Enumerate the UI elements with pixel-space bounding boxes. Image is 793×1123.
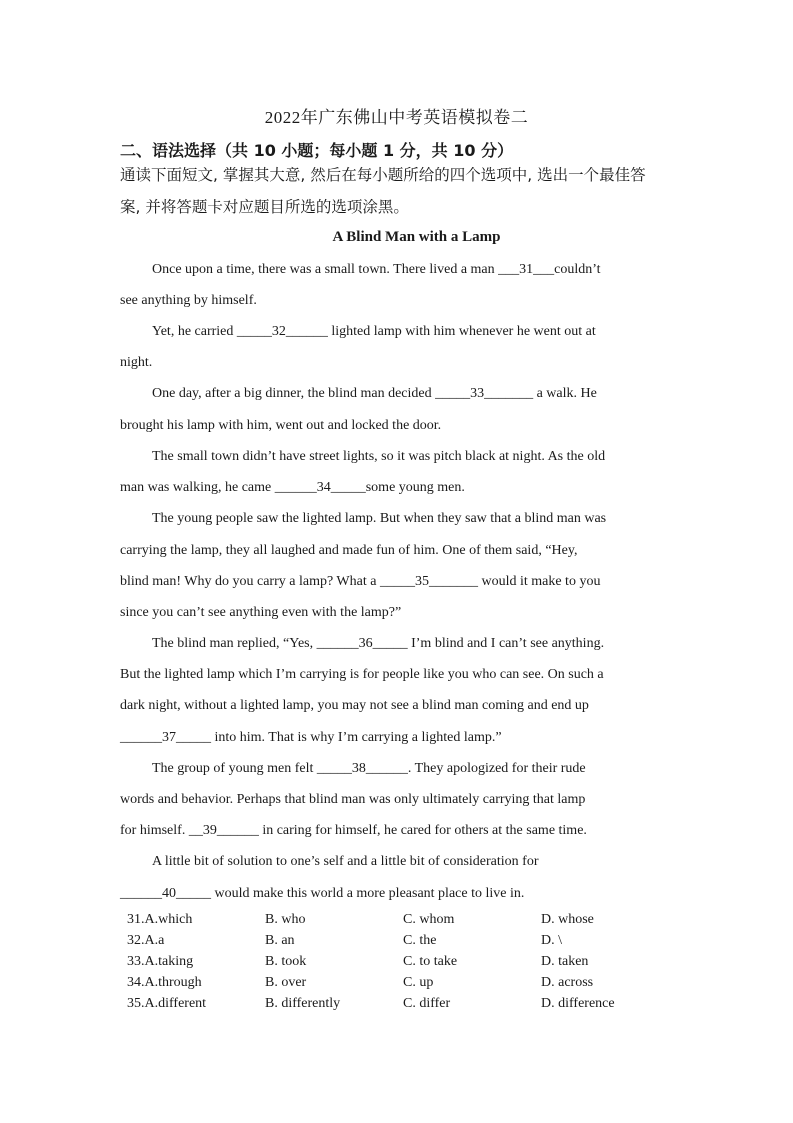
section-heading: 二、语法选择（共 10 小题；每小题 1 分，共 10 分） bbox=[120, 141, 514, 160]
passage-line: blind man! Why do you carry a lamp? What a _____35_______ would it make to you bbox=[120, 574, 601, 589]
option-d: D. \ bbox=[541, 933, 562, 948]
passage-line: dark night, without a lighted lamp, you may not see a blind man coming and end up bbox=[120, 698, 589, 713]
passage-line: see anything by himself. bbox=[120, 293, 257, 308]
instruction-line-1: 通读下面短文, 掌握其大意, 然后在每小题所给的四个选项中, 选出一个最佳答 bbox=[120, 166, 646, 184]
option-a: 31.A.which bbox=[127, 912, 193, 927]
option-b: B. took bbox=[265, 954, 307, 969]
passage-line: since you can’t see anything even with the lamp?” bbox=[120, 605, 402, 620]
passage-line: The group of young men felt _____38______. They apologized for their rude bbox=[152, 761, 586, 776]
passage-line: carrying the lamp, they all laughed and made fun of him. One of them said, “Hey, bbox=[120, 543, 578, 558]
option-b: B. an bbox=[265, 933, 295, 948]
passage-line: The young people saw the lighted lamp. But when they saw that a blind man was bbox=[152, 511, 607, 526]
option-c: C. the bbox=[403, 933, 437, 948]
option-d: D. taken bbox=[541, 954, 589, 969]
passage-line: One day, after a big dinner, the blind man decided _____33_______ a walk. He bbox=[152, 386, 597, 401]
option-d: D. difference bbox=[541, 996, 615, 1011]
passage-line: for himself. __39______ in caring for himself, he cared for others at the same time. bbox=[120, 823, 587, 838]
option-c: C. differ bbox=[403, 996, 451, 1011]
option-b: B. differently bbox=[265, 996, 341, 1011]
option-c: C. to take bbox=[403, 954, 458, 969]
passage-line: night. bbox=[120, 355, 153, 370]
option-b: B. who bbox=[265, 912, 306, 927]
option-b: B. over bbox=[265, 975, 307, 990]
passage-line: But the lighted lamp which I’m carrying is for people like you who can see. On such a bbox=[120, 667, 604, 682]
passage-line: ______37_____ into him. That is why I’m carrying a lighted lamp.” bbox=[120, 730, 502, 745]
option-a: 32.A.a bbox=[127, 933, 165, 948]
passage-line: A little bit of solution to one’s self and a little bit of consideration for bbox=[152, 854, 539, 869]
passage-line: words and behavior. Perhaps that blind man was only ultimately carrying that lamp bbox=[120, 792, 586, 807]
option-d: D. whose bbox=[541, 912, 594, 927]
option-d: D. across bbox=[541, 975, 594, 990]
instruction-line-2: 案, 并将答题卡对应题目所选的选项涂黑。 bbox=[120, 198, 409, 216]
passage-line: brought his lamp with him, went out and locked the door. bbox=[120, 418, 442, 433]
option-a: 34.A.through bbox=[127, 975, 202, 990]
option-a: 35.A.different bbox=[127, 996, 207, 1011]
page-title: 2022年广东佛山中考英语模拟卷二 bbox=[264, 108, 529, 127]
passage-line: Yet, he carried _____32______ lighted lamp with him whenever he went out at bbox=[152, 324, 596, 339]
passage-title: A Blind Man with a Lamp bbox=[332, 229, 501, 245]
passage-line: ______40_____ would make this world a more pleasant place to live in. bbox=[120, 886, 525, 901]
option-c: C. whom bbox=[403, 912, 455, 927]
option-c: C. up bbox=[403, 975, 434, 990]
passage-line: Once upon a time, there was a small town. There lived a man ___31___couldn’t bbox=[152, 262, 601, 277]
passage-line: man was walking, he came ______34_____some young men. bbox=[120, 480, 465, 495]
passage-line: The small town didn’t have street lights, so it was pitch black at night. As the old bbox=[152, 449, 606, 464]
option-a: 33.A.taking bbox=[127, 954, 194, 969]
passage-line: The blind man replied, “Yes, ______36_____ I’m blind and I can’t see anything. bbox=[152, 636, 605, 651]
